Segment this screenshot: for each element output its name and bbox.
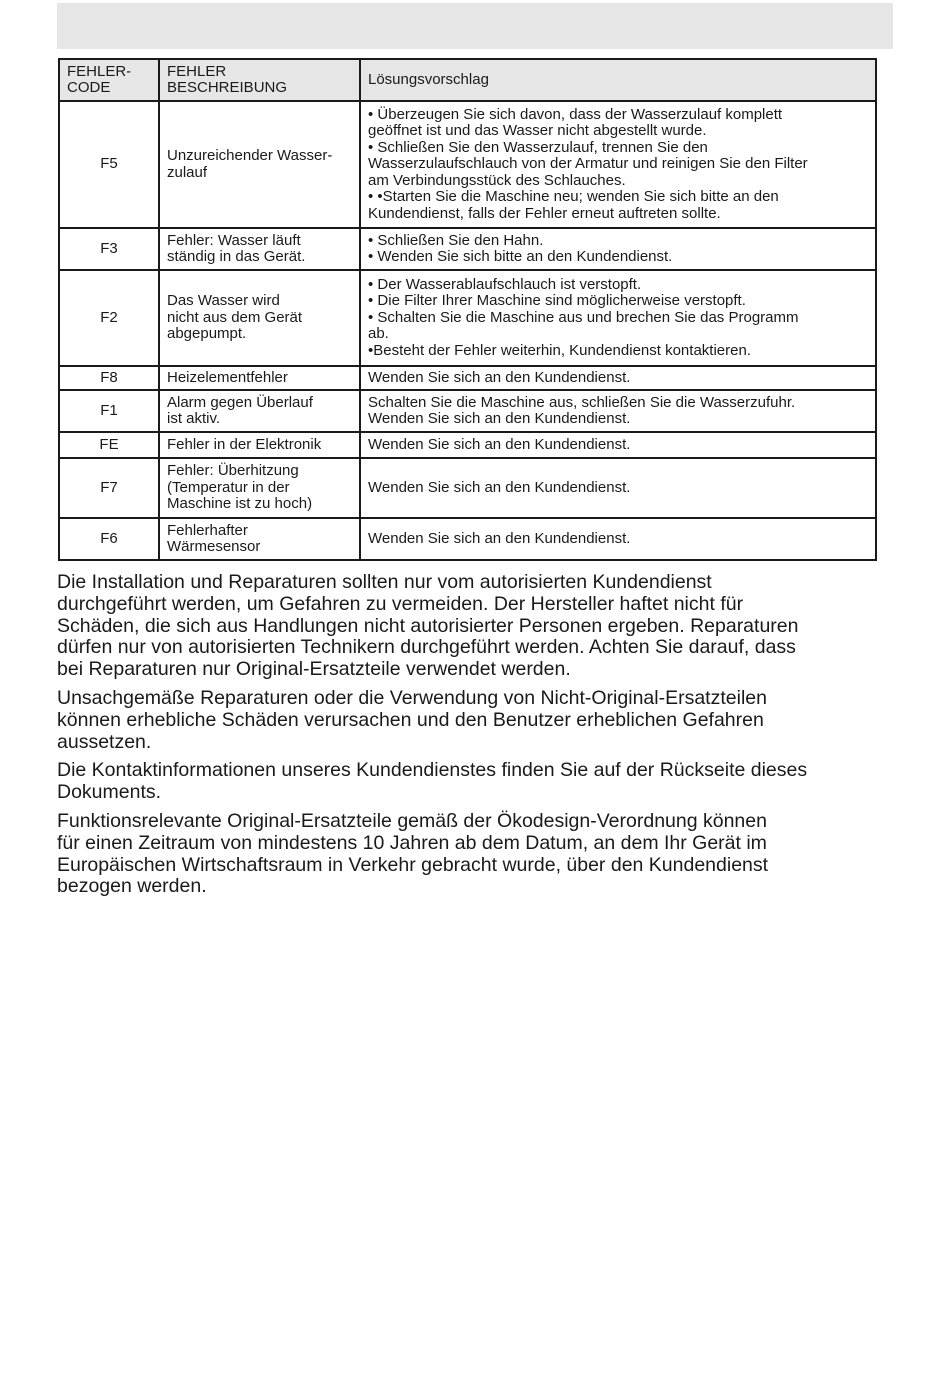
solution-line: Wenden Sie sich an den Kundendienst. <box>368 368 631 386</box>
description-line: Unzureichender Wasser- <box>167 147 333 164</box>
header-code-line: CODE <box>67 79 111 96</box>
solution-line: • Überzeugen Sie sich davon, dass der Wasserzulauf komplett <box>368 105 783 123</box>
table-row <box>59 101 876 228</box>
description-line: Alarm gegen Überlauf <box>167 393 313 411</box>
solution-line: Schalten Sie die Maschine aus, schließen Sie die Wasserzufuhr. <box>368 393 796 411</box>
table-row <box>59 518 876 560</box>
paragraph-line: bei Reparaturen nur Original-Ersatzteile verwendet werden. <box>57 658 571 681</box>
solution-line: • •Starten Sie die Maschine neu; wenden Sie sich bitte an den <box>368 188 779 206</box>
description-line: Wärmesensor <box>167 538 261 555</box>
solution-line: Wenden Sie sich an den Kundendienst. <box>368 529 631 547</box>
paragraph-line: können erhebliche Schäden verursachen und den Benutzer erheblichen Gefahren <box>57 708 764 731</box>
solution-line: •Besteht der Fehler weiterhin, Kundendienst kontaktieren. <box>368 341 751 359</box>
solution-line: geöffnet ist und das Wasser nicht abgestellt wurde. <box>368 122 707 140</box>
description-line: Maschine ist zu hoch) <box>167 495 313 513</box>
error-description <box>159 458 360 518</box>
header-description <box>159 59 360 101</box>
paragraph-improper-repairs <box>57 688 927 753</box>
solution-line: Kundendienst, falls der Fehler erneut auftreten sollte. <box>368 204 721 222</box>
error-solution <box>360 270 876 366</box>
paragraph-spare-parts <box>57 811 927 898</box>
solution-line: Wenden Sie sich an den Kundendienst. <box>368 478 631 496</box>
solution-line: am Verbindungsstück des Schlauches. <box>368 171 626 189</box>
error-description <box>159 228 360 270</box>
table-row <box>59 432 876 458</box>
table-header-row <box>59 59 876 101</box>
error-code: F6 <box>59 518 159 560</box>
table-row <box>59 366 876 390</box>
error-description <box>159 432 360 458</box>
description-line: ständig in das Gerät. <box>167 248 306 265</box>
solution-line: • Schalten Sie die Maschine aus und brechen Sie das Programm <box>368 308 799 326</box>
error-solution <box>360 518 876 560</box>
paragraph-line: dürfen nur von autorisierten Technikern durchgeführt werden. Achten Sie darauf, dass <box>57 636 796 659</box>
header-description-line: BESCHREIBUNG <box>167 79 288 96</box>
paragraph-line: durchgeführt werden, um Gefahren zu vermeiden. Der Hersteller haftet nicht für <box>57 592 744 615</box>
error-description <box>159 390 360 432</box>
description-line: (Temperatur in der <box>167 478 290 496</box>
error-solution <box>360 390 876 432</box>
error-description <box>159 518 360 560</box>
paragraph-line: bezogen werden. <box>57 875 207 898</box>
solution-line: • Der Wasserablaufschlauch ist verstopft. <box>368 275 642 293</box>
solution-line: • Schließen Sie den Hahn. <box>368 231 544 249</box>
error-code: F2 <box>59 270 159 366</box>
error-code: F8 <box>59 366 159 390</box>
error-code: F5 <box>59 101 159 228</box>
error-solution <box>360 101 876 228</box>
table-row <box>59 458 876 518</box>
description-line: Heizelementfehler <box>167 368 288 386</box>
description-line: Fehler: Wasser läuft <box>167 231 301 249</box>
solution-line: • Schließen Sie den Wasserzulauf, trennen Sie den <box>368 138 708 156</box>
description-line: nicht aus dem Gerät <box>167 308 303 326</box>
error-code: FE <box>59 432 159 458</box>
paragraph-line: Dokuments. <box>57 781 162 804</box>
error-description <box>159 366 360 390</box>
paragraph-installation <box>57 572 927 681</box>
error-code: F7 <box>59 458 159 518</box>
error-code: F3 <box>59 228 159 270</box>
description-line: abgepumpt. <box>167 325 247 343</box>
description-line: Fehler: Überhitzung <box>167 462 299 480</box>
paragraph-line: aussetzen. <box>57 730 152 753</box>
header-code <box>59 59 159 101</box>
solution-line: Wenden Sie sich an den Kundendienst. <box>368 435 631 453</box>
error-solution <box>360 366 876 390</box>
description-line: Fehler in der Elektronik <box>167 435 322 453</box>
header-band <box>57 3 893 49</box>
table-row <box>59 270 876 366</box>
error-solution <box>360 432 876 458</box>
paragraph-line: Funktionsrelevante Original-Ersatzteile gemäß der Ökodesign-Verordnung können <box>57 809 767 832</box>
paragraph-contact-info <box>57 760 927 804</box>
description-line: Das Wasser wird <box>167 292 280 310</box>
description-line: zulauf <box>167 163 208 181</box>
table-row <box>59 390 876 432</box>
error-description <box>159 270 360 366</box>
solution-line: Wasserzulaufschlauch von der Armatur und reinigen Sie den Filter <box>368 155 808 173</box>
paragraph-line: für einen Zeitraum von mindestens 10 Jahren ab dem Datum, an dem Ihr Gerät im <box>57 831 767 854</box>
solution-line: • Die Filter Ihrer Maschine sind möglicherweise verstopft. <box>368 292 746 310</box>
error-solution <box>360 458 876 518</box>
description-line: Fehlerhafter <box>167 521 248 539</box>
paragraph-line: Die Installation und Reparaturen sollten nur vom autorisierten Kundendienst <box>57 571 712 593</box>
solution-line: • Wenden Sie sich bitte an den Kundendienst. <box>368 248 673 265</box>
paragraph-line: Die Kontaktinformationen unseres Kundendienstes finden Sie auf der Rückseite dieses <box>57 759 808 782</box>
description-line: ist aktiv. <box>167 410 221 427</box>
paragraph-line: Europäischen Wirtschaftsraum in Verkehr gebracht wurde, über den Kundendienst <box>57 853 769 876</box>
paragraph-line: Unsachgemäße Reparaturen oder die Verwendung von Nicht-Original-Ersatzteilen <box>57 686 767 709</box>
header-description-line: FEHLER <box>167 62 227 80</box>
header-solution-line: Lösungsvorschlag <box>368 70 489 88</box>
table-row <box>59 228 876 270</box>
error-code-table <box>58 58 877 561</box>
header-code-line: FEHLER- <box>67 62 132 80</box>
solution-line: Wenden Sie sich an den Kundendienst. <box>368 410 631 427</box>
error-description <box>159 101 360 228</box>
paragraph-line: Schäden, die sich aus Handlungen nicht autorisierter Personen ergeben. Reparaturen <box>57 614 799 637</box>
error-solution <box>360 228 876 270</box>
error-code: F1 <box>59 390 159 432</box>
header-solution <box>360 59 876 101</box>
solution-line: ab. <box>368 325 389 343</box>
body-text <box>57 572 927 905</box>
